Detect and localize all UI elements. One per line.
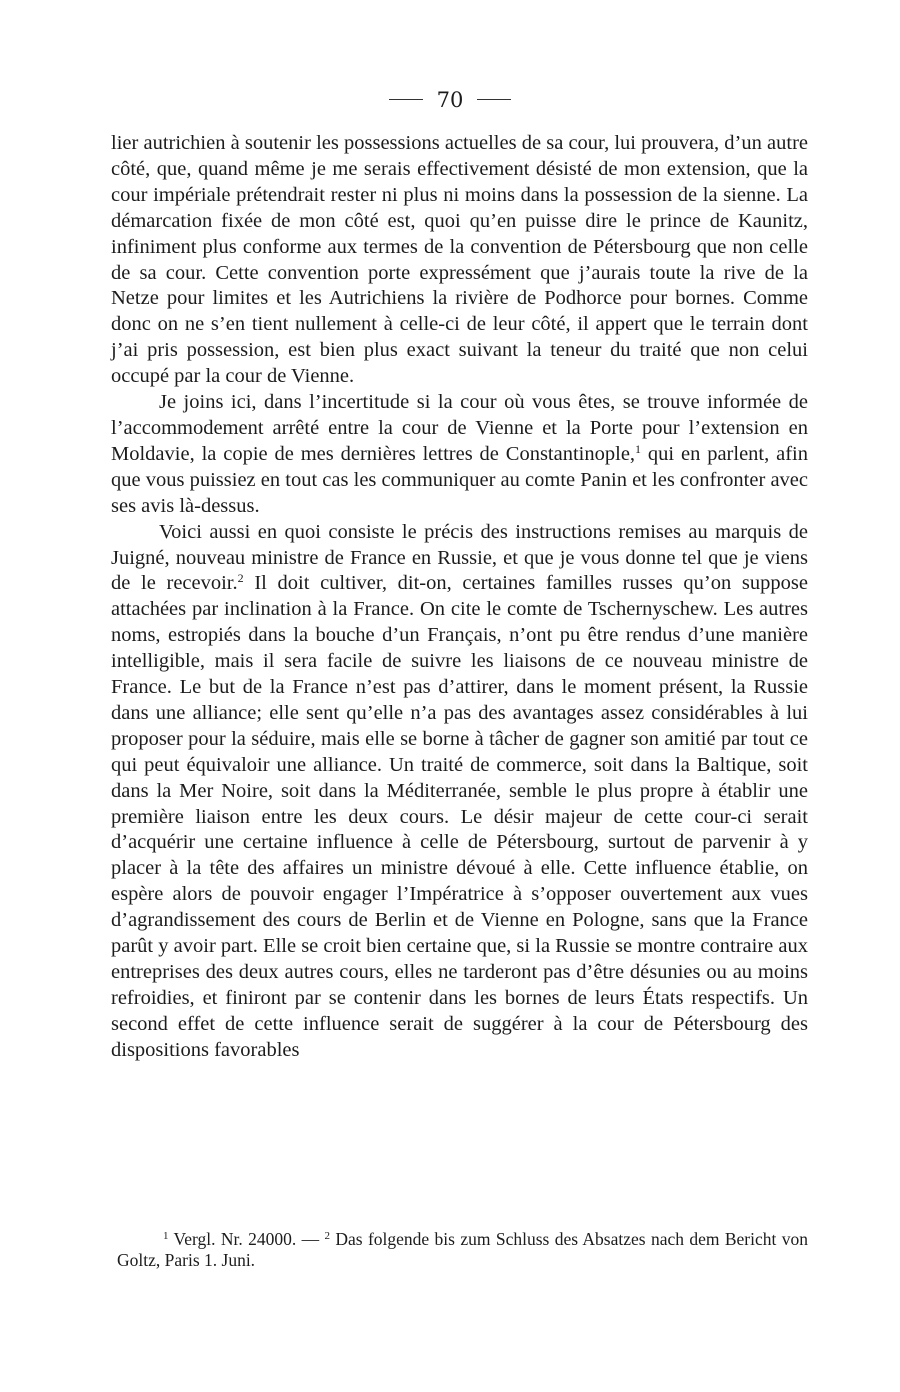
footnotes	[117, 1229, 808, 1271]
paragraph-1: lier autrichien à soutenir les possessions actuelles de sa cour, lui prouvera, d’un autre côté, que, quand même je me serais effectivement désisté de mon extension, que la cour impériale prétendrait rester ni plus ni moins dans la possession de la sienne. La démarcation fixée de mon côté est, quoi qu’en puisse dire le prince de Kaunitz, infiniment plus conforme aux termes de la convention de Pétersbourg que non celle de sa cour. Cette convention porte expressément que j’aurais toute la rive de la Netze pour limites et les Autrichiens la rivière de Podhorce pour bornes. Comme donc on ne s’en tient nullement à celle-ci de leur côté, il appert que le terrain dont j’ai pris possession, est bien plus exact suivant la teneur du traité que non celui occupé par la cour de Vienne.	[111, 132, 808, 388]
paragraph-2-text-before: Je joins ici, dans l’incertitude si la cour où vous êtes, se trouve informée de l’accommodement arrêté entre la cour de Vienne et la Porte pour l’extension en Moldavie, la copie de mes dernières lettres de Constantinople,	[111, 391, 808, 465]
main-text	[111, 131, 808, 1064]
footnote-2-text: Das folgende bis zum Schluss des Absatzes nach dem Bericht von Goltz, Paris 1. Juni.	[117, 1229, 808, 1270]
paragraph-2-text-after: qui en parlent, afin que vous puissiez en tout cas les communiquer au comte Panin et les confronter avec ses avis là-dessus.	[111, 442, 808, 517]
paragraph-3-text-after: Il doit cultiver, dit-on, certaines familles russes qu’on suppose attachées par inclination à la France. On cite le comte de Tschernyschew. Les autres noms, estropiés dans la bouche d’un Français, n’ont pu être rendus d’une manière intelligible, mais il sera facile de suivre les liaisons de ce nouveau ministre de France. Le but de la France n’est pas d’attirer, dans le moment présent, la Russie dans une alliance; elle sent qu’elle n’a pas des avantages assez considérables à lui proposer pour la séduire, mais elle se borne à tâcher de gagner son amitié par tout ce qui peut équivaloir une alliance. Un traité de commerce, soit dans la Baltique, soit dans la Mer Noire, soit dans la Méditerranée, semble le plus propre à établir une première liaison entre les deux cours. Le désir majeur de cette cour-ci serait d’acquérir une certaine influence à celle de Pétersbourg, surtout de parvenir à y placer à la tête des affaires un ministre dévoué à elle. Cette influence établie, on espère alors de pouvoir engager l’Impératrice à s’opposer ouvertement aux vues d’agrandissement des cours de Berlin et de Vienne en Pologne, sans que la France parût y avoir part. Elle se croit bien certaine que, si la Russie se montre contraire aux entreprises des deux autres cours, elles ne tarderont pas d’être désunies ou au moins refroidies, et finiront par se contenir dans les bornes de leurs États respectifs. Un second effet de cette influence serait de suggérer à la cour de Pétersbourg des dispositions favorables	[111, 572, 808, 1061]
footnote-marker-1: 1	[635, 441, 642, 456]
paragraph-3-text-before: Voici aussi en quoi consiste le précis des instructions remises au marquis de Juigné, nouveau ministre de France en Russie, et que je vous donne tel que je viens de le recevoir.	[111, 520, 808, 595]
page-header	[0, 86, 900, 114]
page-number: 70	[436, 88, 464, 112]
footnote-1-text: Vergl. Nr. 24000. —	[168, 1229, 325, 1249]
paragraph-3	[111, 520, 808, 1064]
footnote-line	[117, 1229, 808, 1271]
footnote-1-marker: 1	[163, 1230, 169, 1242]
header-dash-left	[389, 99, 423, 100]
footnote-2-marker: 2	[324, 1230, 330, 1242]
footnote-marker-2: 2	[237, 571, 244, 586]
paragraph-2	[111, 390, 808, 520]
header-dash-right	[477, 99, 511, 100]
